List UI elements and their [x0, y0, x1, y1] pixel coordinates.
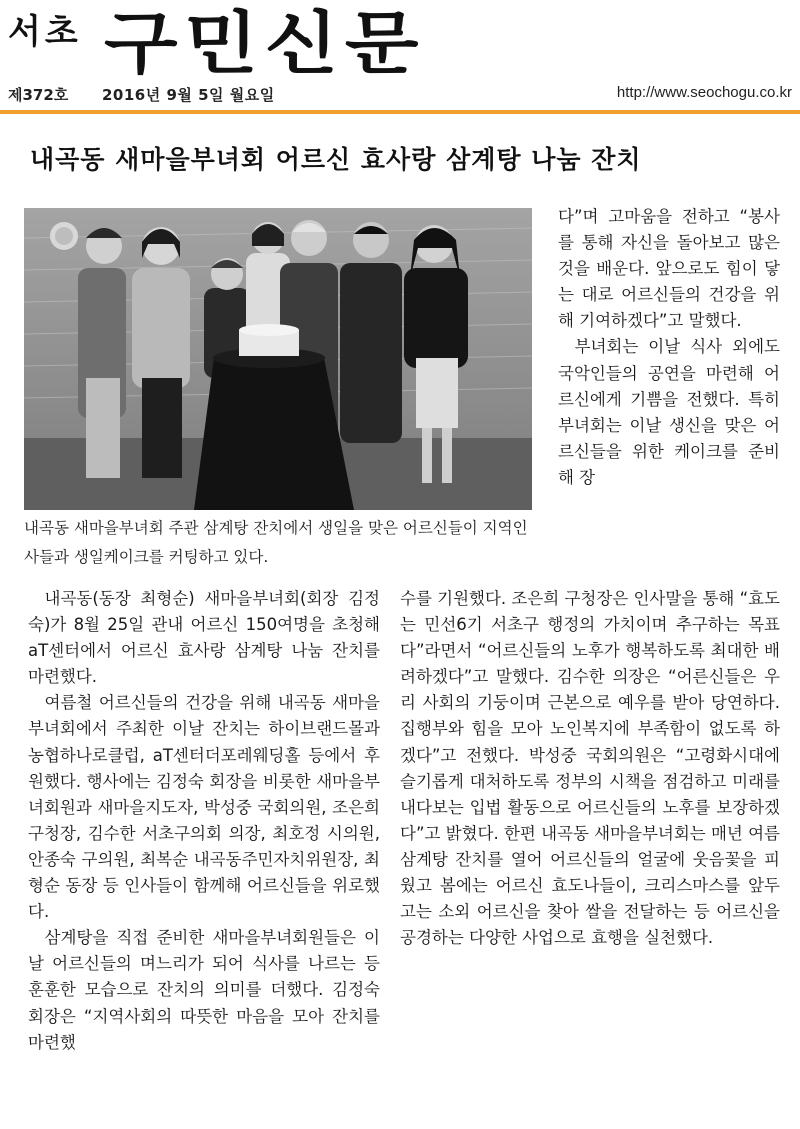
paragraph: 내곡동(동장 최형순) 새마을부녀회(회장 김정숙)가 8월 25일 관내 어르신 150여명을 초청해 aT센터에서 어르신 효사랑 삼계탕 나눔 잔치를 마련했다. [28, 589, 380, 687]
paragraph: 삼계탕을 직접 준비한 새마을부녀회원들은 이날 어르신들의 며느리가 되어 식사를 나르는 등 훈훈한 모습으로 잔치의 의미를 더했다. 김정숙 회장은 “지역사회의 따뜻한 마음을 모아 잔치를 마련했 [28, 928, 380, 1052]
paragraph: 수를 기원했다. 조은희 구청장은 인사말을 통해 “효도는 민선6기 서초구 행정의 가치이며 추구하는 목표다”라면서 “어르신들의 노후가 행복하도록 최대한 배려하겠다”고 말했다. 김수한 의장은 “어른신들은 우리 사회의 기둥이며 근본으로 예우를 받아 당연하다. 집행부와 힘을 모아 노인복지에 부족함이 없도록 하겠다”고 전했다. 박성중 국회의원은 “고령화시대에 슬기롭게 대처하도록 정부의 시책을 점검하고 미래를 내다보는 입법 활동으로 어르신들의 노후를 보장하겠다”고 밝혔다. 한편 내곡동 새마을부녀회는 매년 여름 삼계탕 잔치를 열어 어르신들의 얼굴에 웃음꽃을 피웠고 봄에는 어르신 효도나들이, 크리스마스를 앞두고는 소외 어르신을 찾아 쌀을 전달하는 등 어르신을 공경하는 다양한 사업으로 효행을 실천했다. [400, 589, 780, 948]
brand-region: 서초 [8, 12, 82, 52]
brand-title: 구민신문 [104, 5, 426, 84]
article-column-right-lower [400, 586, 780, 951]
article-photo [24, 208, 532, 510]
article-column-right-upper [558, 204, 780, 491]
photo-caption: 내곡동 새마을부녀회 주관 삼계탕 잔치에서 생일을 맞은 어르신들이 지역인사들과 생일케이크를 커팅하고 있다. [24, 519, 528, 566]
masthead-divider [0, 110, 800, 114]
paragraph: 여름철 어르신들의 건강을 위해 내곡동 새마을부녀회에서 주최한 이날 잔치는 하이브랜드몰과 농협하나로클럽, aT센터더포레웨딩홀 등에서 후원했다. 행사에는 김정숙 회장을 비롯한 새마을부녀회원과 새마을지도자, 박성중 국회의원, 조은희 구청장, 김수한 서초구의회 의장, 최호정 시의원, 안종숙 구의원, 최복순 내곡동주민자치위원장, 최형순 동장 등 인사들이 함께해 어르신들을 위로했다. [28, 693, 380, 922]
issue-line [8, 84, 792, 106]
masthead [0, 0, 800, 118]
site-url: http://www.seochogu.co.kr [616, 84, 792, 101]
issue-date: 2016년 9월 5일 월요일 [102, 86, 275, 104]
issue-number: 제372호 [8, 86, 69, 104]
article-headline: 내곡동 새마을부녀회 어르신 효사랑 삼계탕 나눔 잔치 [30, 145, 642, 174]
event-photo-illustration [24, 208, 532, 510]
article-column-left [28, 586, 380, 1056]
paragraph: 다”며 고마움을 전하고 “봉사를 통해 자신을 돌아보고 많은 것을 배운다. 앞으로도 힘이 닿는 대로 어르신들의 건강을 위해 기여하겠다”고 말했다. [558, 207, 780, 331]
paragraph: 부녀회는 이날 식사 외에도 국악인들의 공연을 마련해 어르신에게 기쁨을 전했다. 특히 부녀회는 이날 생신을 맞은 어르신들을 위한 케이크를 준비해 장 [558, 337, 780, 487]
